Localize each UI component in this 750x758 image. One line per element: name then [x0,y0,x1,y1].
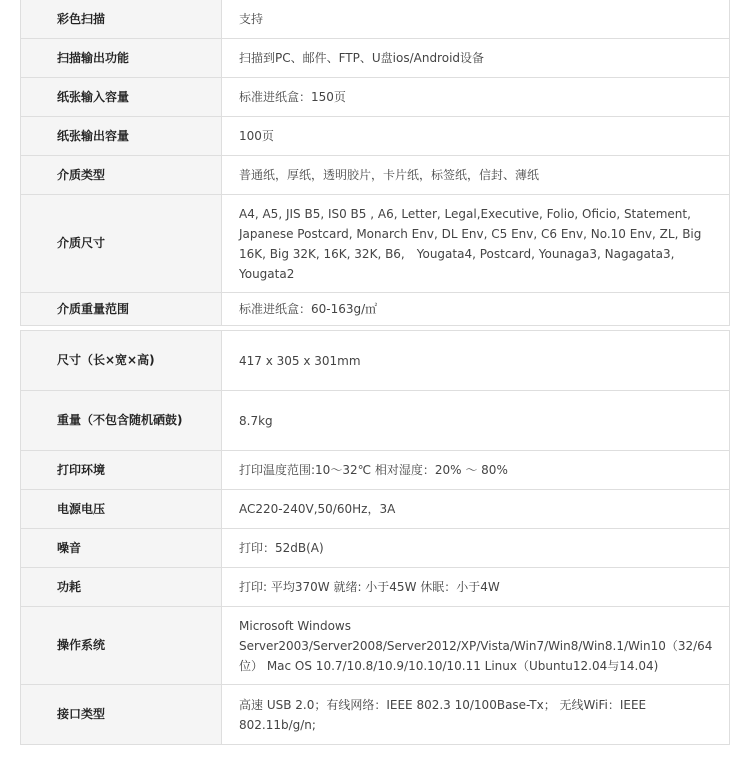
spec-row [21,391,730,451]
spec-value: 高速 USB 2.0；有线网络：IEEE 802.3 10/100Base-Tx； 无线WiFi：IEEE 802.11b/g/n; [222,685,730,745]
spec-value: 标准进纸盒：60-163g/㎡ [222,293,730,326]
spec-value: 8.7kg [222,391,730,451]
spec-value: 扫描到PC、邮件、FTP、U盘ios/Android设备 [222,39,730,78]
spec-value: AC220-240V,50/60Hz，3A [222,490,730,529]
spec-row [21,568,730,607]
spec-row [21,117,730,156]
spec-row [21,490,730,529]
spec-label: 纸张输入容量 [21,78,222,117]
spec-value: Microsoft Windows Server2003/Server2008/Server2012/XP/Vista/Win7/Win8/Win8.1/Win10（32/64位） Mac OS 10.7/10.8/10.9/10.10/10.11 Linux（Ubuntu12.04与14.04) [222,607,730,685]
spec-row [21,39,730,78]
spec-label: 接口类型 [21,685,222,745]
spec-label: 噪音 [21,529,222,568]
spec-label: 尺寸（长×宽×高) [21,331,222,391]
spec-value: 100页 [222,117,730,156]
spec-label: 操作系统 [21,607,222,685]
spec-table-top [20,0,730,326]
spec-row [21,451,730,490]
spec-row [21,607,730,685]
spec-value: 标准进纸盒：150页 [222,78,730,117]
spec-value: 普通纸，厚纸，透明胶片，卡片纸，标签纸，信封、薄纸 [222,156,730,195]
spec-row [21,78,730,117]
spec-row [21,0,730,39]
spec-value: A4, A5, JIS B5, IS0 B5 , A6, Letter, Legal,Executive, Folio, Oficio, Statement, Japanese Postcard, Monarch Env, DL Env, C5 Env, C6 Env, No.10 Env, ZL, Big 16K, Big 32K, 16K, 32K, B6, Yougata4, Postcard, Younaga3, Nagagata3, Yougata2 [222,195,730,293]
spec-row [21,685,730,745]
spec-table-bottom [20,330,730,745]
spec-label: 介质类型 [21,156,222,195]
spec-label: 介质尺寸 [21,195,222,293]
spec-value: 打印：52dB(A) [222,529,730,568]
spec-row [21,156,730,195]
spec-value: 支持 [222,0,730,39]
spec-label: 扫描输出功能 [21,39,222,78]
spec-row [21,331,730,391]
spec-label: 彩色扫描 [21,0,222,39]
spec-value: 417 x 305 x 301mm [222,331,730,391]
spec-label: 功耗 [21,568,222,607]
spec-row [21,195,730,293]
spec-label: 重量（不包含随机硒鼓) [21,391,222,451]
spec-value: 打印温度范围:10～32℃ 相对湿度：20% ～ 80% [222,451,730,490]
spec-row [21,293,730,326]
spec-value: 打印: 平均370W 就绪: 小于45W 休眠：小于4W [222,568,730,607]
spec-label: 打印环境 [21,451,222,490]
spec-label: 电源电压 [21,490,222,529]
spec-label: 纸张输出容量 [21,117,222,156]
spec-label: 介质重量范围 [21,293,222,326]
spec-row [21,529,730,568]
